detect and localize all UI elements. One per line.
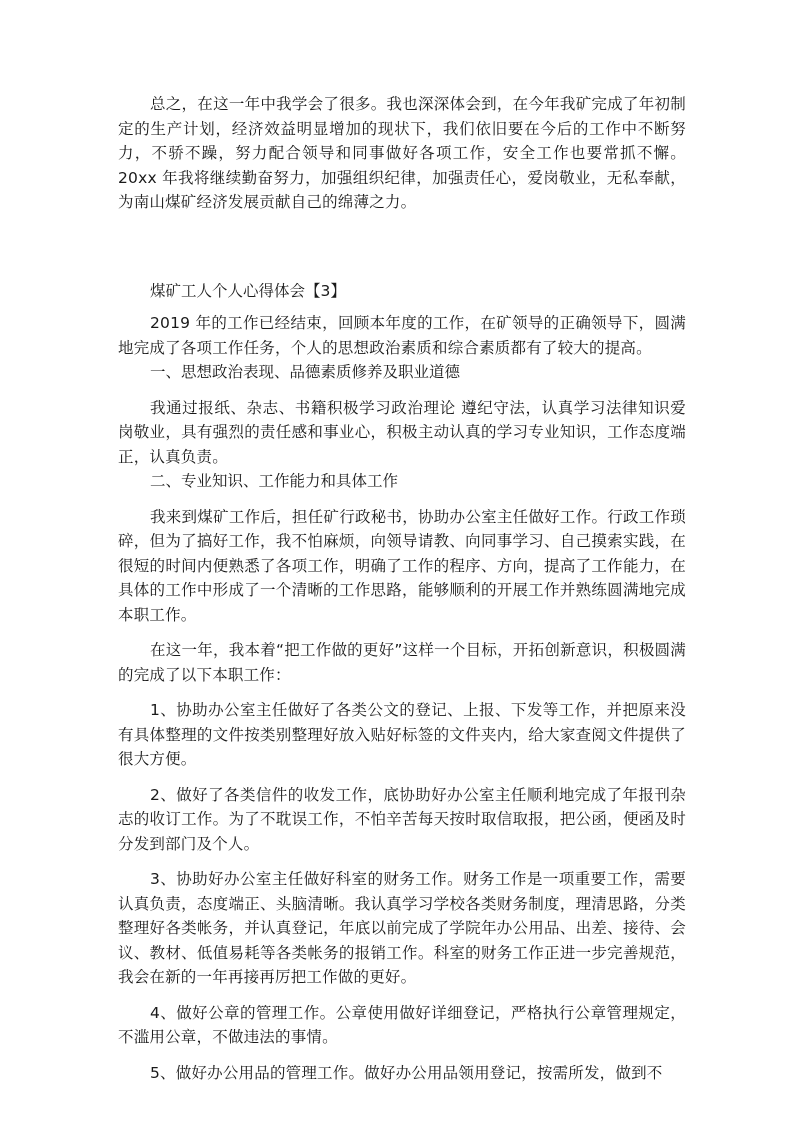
professional-paragraph: 我来到煤矿工作后，担任矿行政秘书，协助办公室主任做好工作。行政工作琐碎，但为了搞好工作，我不怕麻烦，向领导请教、向同事学习、自己摸索实践，在很短的时间内便熟悉了各项工作，明确了工作的程序、方向，提高了工作能力，在具体的工作中形成了一个清晰的工作思路，能够顺利的开展工作并熟练圆满地完成本职工作。 <box>118 507 686 624</box>
document-page <box>118 92 686 1085</box>
list-item-3: 3、协助好办公室主任做好科室的财务工作。财务工作是一项重要工作，需要认真负责，态度端正、头脑清晰。我认真学习学校各类财务制度，理清思路，分类整理好各类帐务，并认真登记，年底以前完成了学院年办公用品、出差、接待、会议、教材、低值易耗等各类帐务的报销工作。科室的财务工作正进一步完善规范，我会在新的一年再接再厉把工作做的更好。 <box>118 870 686 986</box>
list-item-1: 1、协助办公室主任做好了各类公文的登记、上报、下发等工作，并把原来没有具体整理的文件按类别整理好放入贴好标签的文件夹内，给大家查阅文件提供了很大方便。 <box>118 701 686 768</box>
intro-paragraph: 总之，在这一年中我学会了很多。我也深深体会到，在今年我矿完成了年初制定的生产计划，经济效益明显增加的现状下，我们依旧要在今后的工作中不断努力，不骄不躁，努力配合领导和同事做好各项工作，安全工作也要常抓不懈。20xx 年我将继续勤奋努力，加强组织纪律，加强责任心，爱岗敬业，无私奉献，为南山煤矿经济发展贡献自己的绵薄之力。 <box>118 95 686 211</box>
list-item-5: 5、做好办公用品的管理工作。做好办公用品领用登记，按需所发，做到不 <box>150 1063 663 1082</box>
list-item-2: 2、做好了各类信件的收发工作，底协助好办公室主任顺利地完成了年报刊杂志的收订工作。为了不耽误工作，不怕辛苦每天按时取信取报，把公函，便函及时分发到部门及个人。 <box>118 785 686 853</box>
list-item-4: 4、做好公章的管理工作。公章使用做好详细登记，严格执行公章管理规定，不滥用公章，不做违法的事情。 <box>118 1003 686 1046</box>
heading-political: 一、思想政治表现、品德素质修养及职业道德 <box>150 363 461 381</box>
summary-paragraph: 2019 年的工作已经结束，回顾本年度的工作，在矿领导的正确领导下，圆满地完成了各项工作任务，个人的思想政治素质和综合素质都有了较大的提高。 <box>118 314 686 357</box>
political-paragraph: 我通过报纸、杂志、书籍积极学习政治理论 遵纪守法，认真学习法律知识爱岗敬业，具有强烈的责任感和事业心，积极主动认真的学习专业知识，工作态度端正，认真负责。 <box>118 398 686 466</box>
goal-paragraph: 在这一年，我本着“把工作做的更好”这样一个目标，开拓创新意识，积极圆满的完成了以下本职工作： <box>118 641 686 684</box>
section-title: 煤矿工人个人心得体会【3】 <box>150 281 346 300</box>
heading-professional: 二、专业知识、工作能力和具体工作 <box>150 472 399 490</box>
